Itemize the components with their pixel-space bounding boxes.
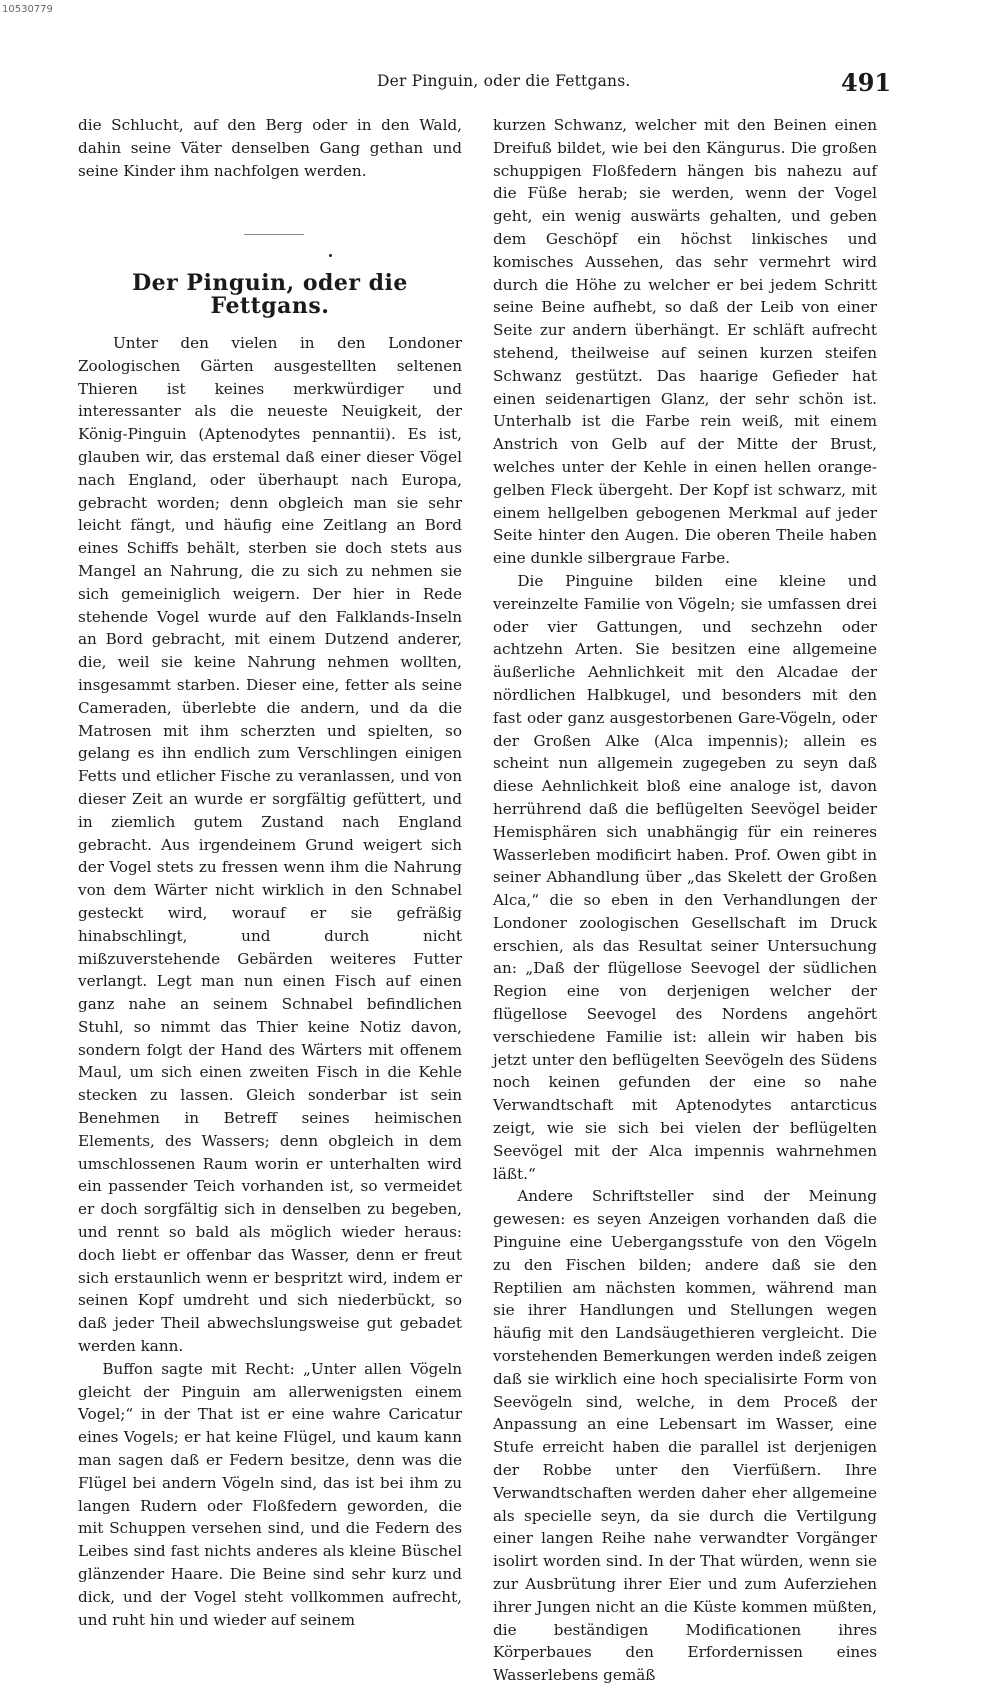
ornament-dot <box>329 254 332 257</box>
page-number: 491 <box>841 68 892 97</box>
body-paragraph: Andere Schriftsteller sind der Meinung gewesen: es seyen Anzeigen vorhanden daß die Pinguine eine Uebergangsstufe von den Vögeln zu den Fischen bilden; andere daß sie den Reptilien am nächsten kommen, während man sie ihrer Handlungen und Stellungen wegen häufig mit den Landsäugethieren vergleicht. Die vorstehenden Bemerkungen werden indeß zeigen daß sie wirklich eine hoch specialisirte Form von Seevögeln sind, welche, in dem Proceß der Anpassung an eine Lebensart im Wasser, eine Stufe erreicht haben die parallel ist derjenigen der Robbe unter den Vierfüßern. Ihre Verwandtschaften werden daher eher allgemeine als specielle seyn, da sie durch die Vertilgung einer langen Reihe nahe verwandter Vorgänger isolirt worden sind. In der That würden, wenn sie zur Ausbrütung ihrer Eier und zum Auferziehen ihrer Jungen nicht an die Küste kommen müßten, die beständigen Modificationen ihres Körperbaues den Erfordernissen eines Wasserlebens gemäß <box>493 1187 877 1685</box>
section-separator <box>244 234 304 235</box>
article-title: Der Pinguin, oder die Fettgans. <box>132 270 408 320</box>
left-column <box>78 114 462 1631</box>
carryover-paragraph: die Schlucht, auf den Berg oder in den Wald, dahin seine Väter denselben Gang gethan und seine Kinder ihm nachfolgen werden. <box>78 116 462 180</box>
body-paragraph: Die Pinguine bilden eine kleine und vereinzelte Familie von Vögeln; sie umfassen drei oder vier Gattungen, und sechzehn oder achtzehn Arten. Sie besitzen eine allgemeine äußerliche Aehnlichkeit mit den Alcadae der nördlichen Halbkugel, und besonders mit den fast oder ganz ausgestorbenen Gare-Vögeln, oder der Großen Alke (Alca impennis); allein es scheint nun allgemein zugegeben zu seyn daß diese Aehnlichkeit bloß eine analoge ist, davon herrührend daß die beflügelten Seevögel beider Hemisphären sich unabhängig für ein reineres Wasserleben modificirt haben. Prof. Owen gibt in seiner Abhandlung über „das Skelett der Großen Alca,“ die so eben in den Verhandlungen der Londoner zoologischen Gesellschaft im Druck erschien, als das Resultat seiner Untersuchung an: „Daß der flügellose Seevogel der südlichen Region eine von derjenigen welcher der flügellose Seevogel des Nordens angehört verschiedene Familie ist: allein wir haben bis jetzt unter den beflügelten Seevögeln des Südens noch keinen gefunden der eine so nahe Verwandtschaft mit Aptenodytes antarcticus zeigt, wie sie sich bei vielen der beflügelten Seevögel mit der Alca impennis wahrnehmen läßt.“ <box>493 571 877 1183</box>
carryover-paragraph: kurzen Schwanz, welcher mit den Beinen einen Dreifuß bildet, wie bei den Kängurus. Die großen schuppigen Floßfedern hängen bis nahezu auf die Füße herab; sie werden, wenn der Vogel geht, ein wenig auswärts gehalten, und geben dem Geschöpf ein höchst linkisches und komisches Aussehen, das sehr vermehrt wird durch die Höhe zu welcher er bei jedem Schritt seine Beine aufhebt, so daß der Leib von einer Seite zur andern überhängt. Er schläft aufrecht stehend, theilweise auf seinen kurzen steifen Schwanz gestützt. Das haarige Gefieder hat einen seidenartigen Glanz, der sehr schön ist. Unterhalb ist die Farbe rein weiß, mit einem Anstrich von Gelb auf der Mitte der Brust, welches unter der Kehle in einen hellen orange-gelben Fleck übergeht. Der Kopf ist schwarz, mit einem hellgelben gebogenen Merkmal auf jeder Seite hinter den Augen. Die oberen Theile haben eine dunkle silbergraue Farbe. <box>493 116 877 568</box>
right-column <box>493 114 877 1687</box>
body-paragraph: Buffon sagte mit Recht: „Unter allen Vögeln gleicht der Pinguin am allerwenigsten einem Vogel;“ in der That ist er eine wahre Caricatur eines Vogels; er hat keine Flügel, und kaum kann man sagen daß er Federn besitze, denn was die Flügel bei andern Vögeln sind, das ist bei ihm zu langen Rudern oder Floßfedern geworden, die mit Schuppen versehen sind, und die Federn des Leibes sind fast nichts anderes als kleine Büschel glänzender Haare. Die Beine sind sehr kurz und dick, und der Vogel steht vollkommen aufrecht, und ruht hin und wieder auf seinem <box>78 1359 462 1629</box>
scan-id: 10530779 <box>2 4 53 15</box>
running-head: Der Pinguin, oder die Fettgans. <box>377 72 631 90</box>
body-paragraph: Unter den vielen in den Londoner Zoologischen Gärten ausgestellten seltenen Thieren ist keines merkwürdiger und interessanter als die neueste Neuigkeit, der König-Pinguin (Aptenodytes pennantii). Es ist, glauben wir, das erstemal daß einer dieser Vögel nach England, oder überhaupt nach Europa, gebracht worden; denn obgleich man sie sehr leicht fängt, und häufig eine Zeitlang an Bord eines Schiffs behält, sterben sie doch stets aus Mangel an Nahrung, die zu sich zu nehmen sie sich gemeiniglich weigern. Der hier in Rede stehende Vogel wurde auf den Falklands-Inseln an Bord gebracht, mit einem Dutzend anderer, die, weil sie keine Nahrung nehmen wollten, insgesammt starben. Dieser eine, fetter als seine Cameraden, überlebte die andern, und da die Matrosen mit ihm scherzten und spielten, so gelang es ihn endlich zum Verschlingen einigen Fetts und etlicher Fische zu veranlassen, und von dieser Zeit an wurde er sorgfältig gefüttert, und in ziemlich gutem Zustand nach England gebracht. Aus irgendeinem Grund weigert sich der Vogel stets zu fressen wenn ihm die Nahrung von dem Wärter nicht wirklich in den Schnabel gesteckt wird, worauf er sie gefräßig hinabschlingt, und durch nicht mißzuverstehende Gebärden weiteres Futter verlangt. Legt man nun einen Fisch auf einen ganz nahe an seinem Schnabel befindlichen Stuhl, so nimmt das Thier keine Notiz davon, sondern folgt der Hand des Wärters mit offenem Maul, um sich einen zweiten Fisch in die Kehle stecken zu lassen. Gleich sonderbar ist sein Benehmen in Betreff seines heimischen Elements, des Wassers; denn obgleich in dem umschlossenen Raum worin er unterhalten wird ein passender Teich vorhanden ist, so vermeidet er doch sorgfältig sich in denselben zu begeben, und rennt so bald als möglich wieder heraus: doch liebt er offenbar das Wasser, denn er freut sich erstaunlich wenn er bespritzt wird, indem er seinen Kopf umdreht und sich niederbückt, so daß jeder Theil abwechslungsweise gut gebadet werden kann. <box>78 333 462 1356</box>
